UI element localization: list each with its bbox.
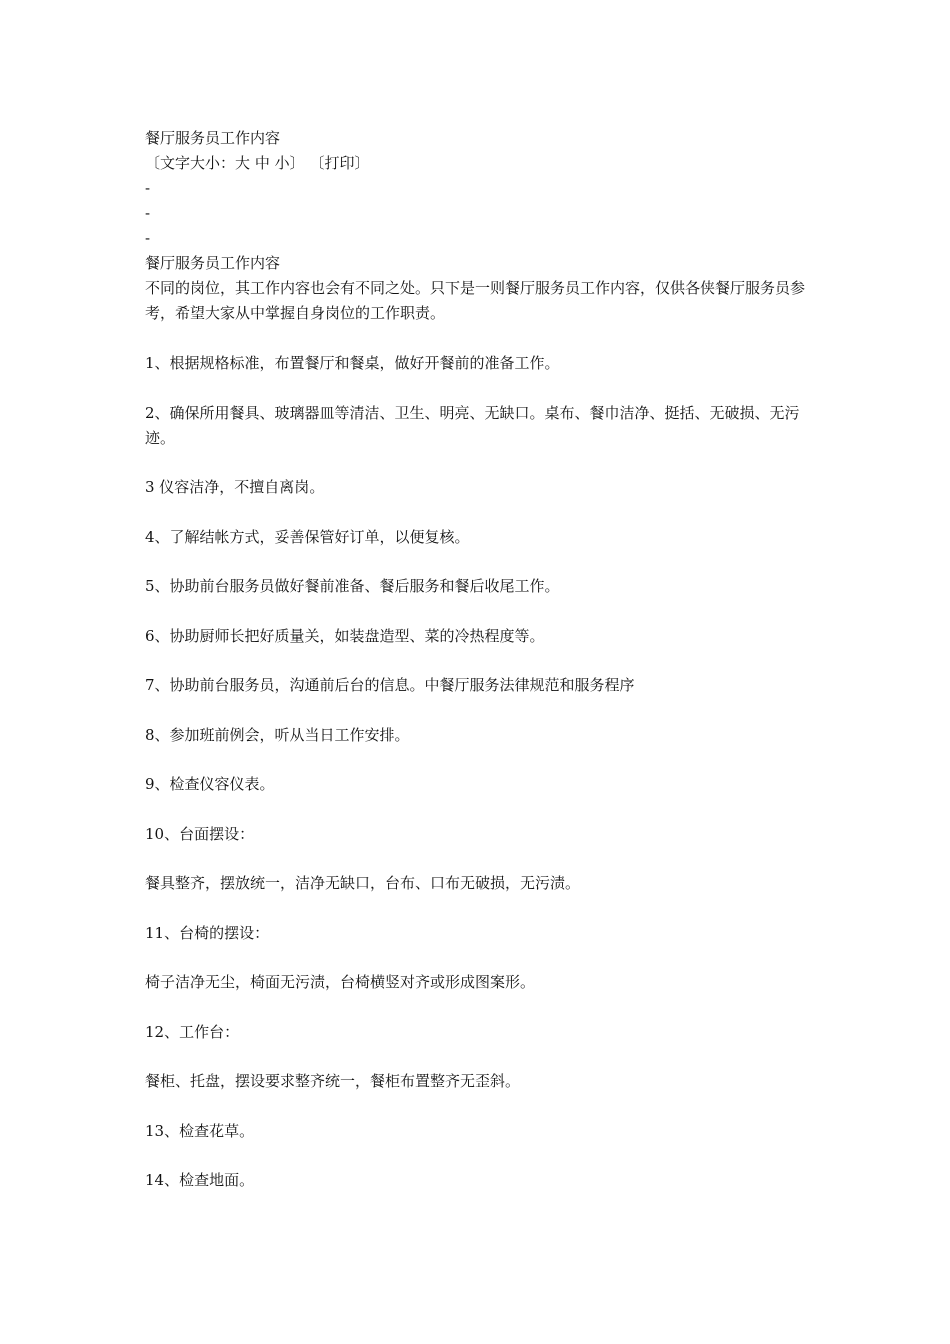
list-item: 9、检查仪容仪表。 — [145, 775, 275, 793]
article-title: 餐厅服务员工作内容 — [145, 254, 281, 272]
text-size-close-bracket: 〕 — [289, 154, 305, 172]
page-title: 餐厅服务员工作内容 — [145, 129, 281, 147]
list-item: 5、协助前台服务员做好餐前准备、餐后服务和餐后收尾工作。 — [145, 577, 560, 595]
list-item: 10、台面摆设： — [145, 824, 255, 843]
duty-list — [145, 351, 815, 1193]
separator-dash: - — [145, 179, 151, 197]
text-size-small-link[interactable]: 小 — [274, 154, 290, 172]
list-item: 13、检查花草。 — [145, 1121, 255, 1140]
text-size-bar — [145, 151, 815, 176]
list-item: 11、台椅的摆设： — [145, 923, 270, 942]
print-close-bracket: 〕 — [354, 154, 370, 172]
separator-dash: - — [145, 204, 151, 222]
list-item: 7、协助前台服务员，沟通前后台的信息。中餐厅服务法律规范和服务程序 — [145, 676, 635, 694]
list-item: 4、了解结帐方式，妥善保管好订单，以便复核。 — [145, 527, 470, 546]
document-page — [145, 126, 815, 1193]
list-item: 餐具整齐，摆放统一，洁净无缺口，台布、口布无破损，无污渍。 — [145, 874, 581, 892]
list-item: 餐柜、托盘，摆设要求整齐统一，餐柜布置整齐无歪斜。 — [145, 1072, 521, 1090]
list-item: 14、检查地面。 — [145, 1171, 255, 1189]
list-item: 6、协助厨师长把好质量关，如装盘造型、菜的冷热程度等。 — [145, 626, 545, 645]
separator-dash: - — [145, 229, 151, 247]
list-item: 12、工作台： — [145, 1022, 240, 1041]
list-item: 椅子洁净无尘，椅面无污渍，台椅横竖对齐或形成图案形。 — [145, 973, 536, 991]
article-intro: 不同的岗位，其工作内容也会有不同之处。只下是一则餐厅服务员工作内容，仅供各侠餐厅服务员参考，希望大家从中掌握自身岗位的工作职责。 — [145, 279, 806, 322]
list-item: 8、参加班前例会，听从当日工作安排。 — [145, 725, 410, 744]
list-item: 2、确保所用餐具、玻璃器皿等清洁、卫生、明亮、无缺口。桌布、餐巾洁净、挺括、无破损、无污迹。 — [145, 403, 800, 447]
text-size-label: 〔文字大小： — [145, 154, 236, 172]
text-size-large-link[interactable]: 大 — [235, 154, 251, 172]
print-open-bracket: 〔 — [309, 154, 325, 172]
list-item: 3 仪容洁净，不擅自离岗。 — [145, 478, 325, 496]
print-link[interactable]: 打印 — [324, 154, 355, 172]
text-size-medium-link[interactable]: 中 — [254, 154, 270, 172]
list-item: 1、根据规格标准，布置餐厅和餐桌，做好开餐前的准备工作。 — [145, 354, 560, 372]
